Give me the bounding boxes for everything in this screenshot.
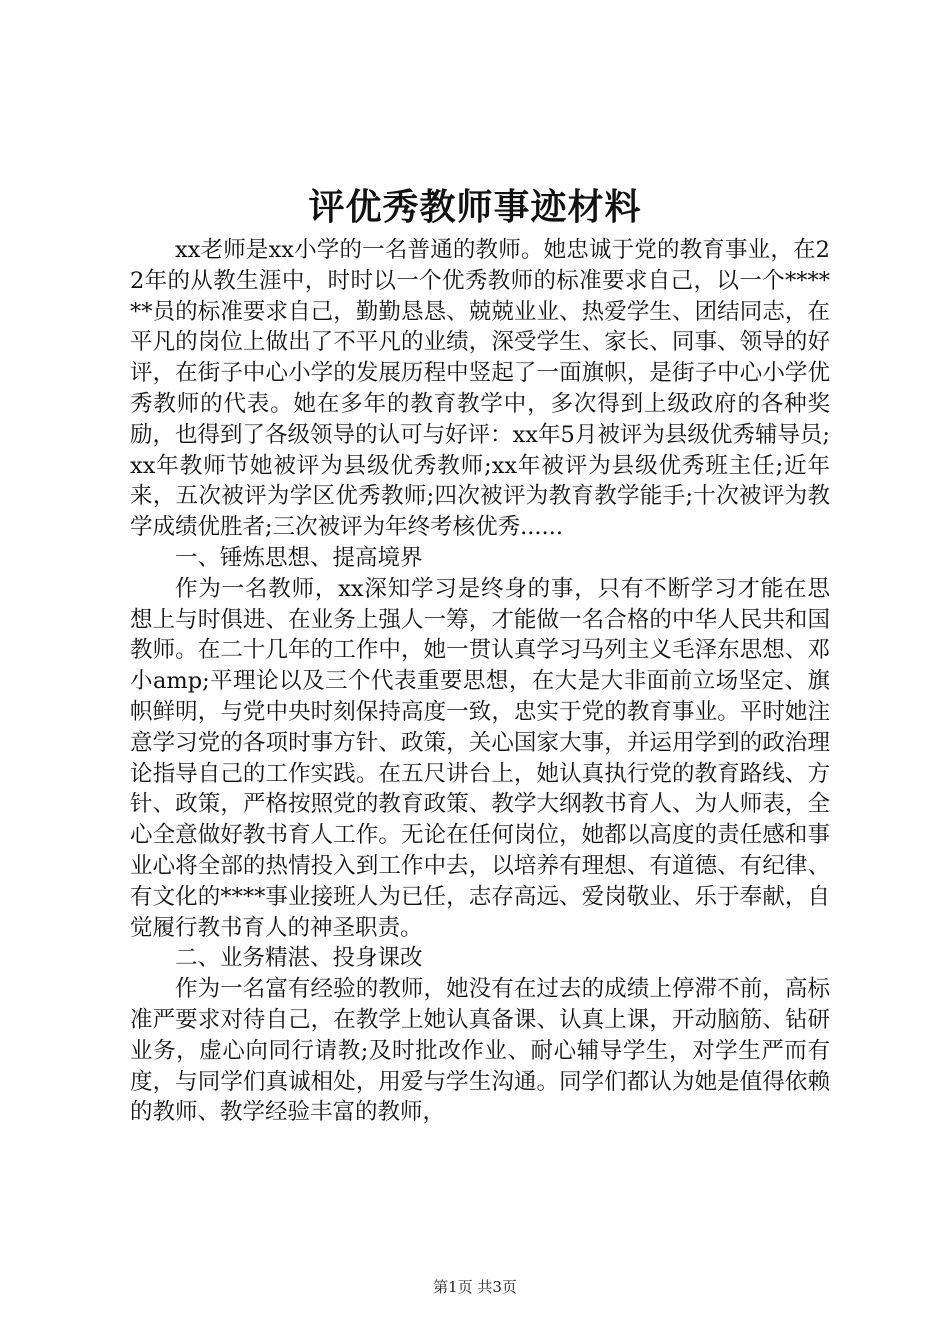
page-footer: 第1页 共3页 <box>433 1278 517 1296</box>
section-heading-2: 二、业务精湛、投身课改 <box>175 945 423 972</box>
document-title: 评优秀教师事迹材料 <box>308 186 642 228</box>
section-heading-1: 一、锤炼思想、提高境界 <box>175 544 423 571</box>
paragraph-intro: xx老师是xx小学的一名普通的教师。她忠诚于党的教育事业，在22年的从教生涯中，时时以一个优秀教师的标准要求自己，以一个******员的标准要求自己，勤勤恳恳、兢兢业业、热爱学生、团结同志，在平凡的岗位上做出了不平凡的业绩，深受学生、家长、同事、领导的好评，在街子中心小学的发展历程中竖起了一面旗帜，是街子中心小学优秀教师的代表。她在多年的教育教学中，多次得到上级政府的各种奖励，也得到了各级领导的认可与好评：xx年5月被评为县级优秀辅导员;xx年教师节她被评为县级优秀教师;xx年被评为县级优秀班主任;近年来，五次被评为学区优秀教师;四次被评为教育教学能手;十次被评为教学成绩优胜者;三次被评为年终考核优秀...... <box>130 237 830 541</box>
paragraph-section-2: 作为一名富有经验的教师，她没有在过去的成绩上停滞不前，高标准严要求对待自己，在教学上她认真备课、认真上课，开动脑筋、钻研业务，虚心向同行请教;及时批改作业、耐心辅导学生，对学生严而有度，与同学们真诚相处，用爱与学生沟通。同学们都认为她是值得依赖的教师、教学经验丰富的教师， <box>130 976 830 1126</box>
document-body <box>130 235 830 1128</box>
paragraph-section-1: 作为一名教师，xx深知学习是终身的事，只有不断学习才能在思想上与时俱进、在业务上强人一筹，才能做一名合格的中华人民共和国教师。在二十几年的工作中，她一贯认真学习马列主义毛泽东思想、邓小amp;平理论以及三个代表重要思想，在大是大非面前立场坚定、旗帜鲜明，与党中央时刻保持高度一致，忠实于党的教育事业。平时她注意学习党的各项时事方针、政策，关心国家大事，并运用学到的政治理论指导自己的工作实践。在五尺讲台上，她认真执行党的教育路线、方针、政策，严格按照党的教育政策、教学大纲教书育人、为人师表，全心全意做好教书育人工作。无论在任何岗位，她都以高度的责任感和事业心将全部的热情投入到工作中去，以培养有理想、有道德、有纪律、有文化的****事业接班人为已任，志存高远、爱岗敬业、乐于奉献，自觉履行教书育人的神圣职责。 <box>130 575 830 941</box>
